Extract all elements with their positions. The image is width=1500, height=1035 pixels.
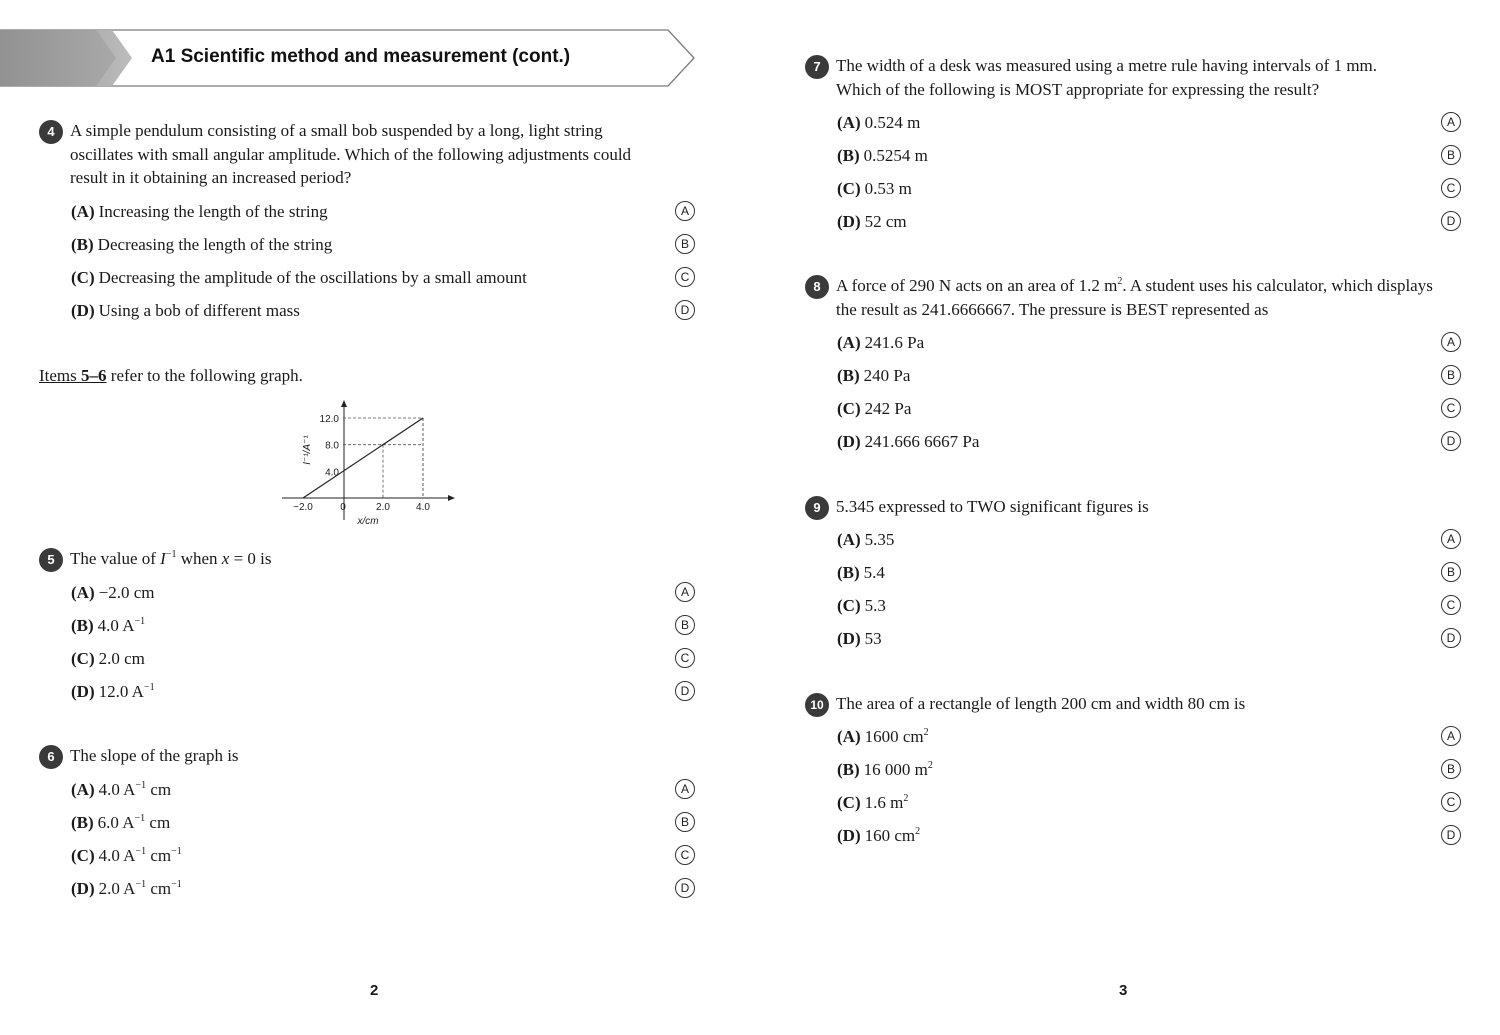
- x-tick-label: 0: [340, 502, 346, 513]
- answer-bubble-d[interactable]: D: [1441, 628, 1461, 648]
- q9-option-a[interactable]: [837, 530, 894, 550]
- option-key: (B): [71, 813, 94, 832]
- q7-option-a[interactable]: [837, 113, 920, 133]
- option-text: cm: [145, 813, 171, 832]
- option-text: cm: [146, 780, 172, 799]
- q10-option-a[interactable]: [837, 727, 929, 747]
- q5-option-b[interactable]: [71, 616, 145, 636]
- answer-bubble-c[interactable]: C: [675, 648, 695, 668]
- items-ref-prefix: Items: [39, 366, 82, 385]
- option-key: (D): [837, 826, 861, 845]
- items-ref-range: 5–6: [81, 366, 107, 385]
- question-number-badge: 9: [805, 496, 829, 520]
- data-line: [303, 418, 423, 498]
- option-key: (C): [71, 649, 95, 668]
- answer-bubble-a[interactable]: A: [1441, 112, 1461, 132]
- question-number-badge: 8: [805, 275, 829, 299]
- option-key: (A): [71, 583, 95, 602]
- q6-option-a[interactable]: [71, 780, 171, 800]
- option-text: 0.524 m: [864, 113, 921, 132]
- x-tick-label: 2.0: [376, 502, 390, 513]
- question-9-stem: 5.345 expressed to TWO significant figures is: [836, 497, 1149, 516]
- stem-line: [836, 274, 1433, 298]
- option-key: (B): [837, 563, 860, 582]
- question-10-stem: The area of a rectangle of length 200 cm and width 80 cm is: [836, 694, 1246, 713]
- answer-bubble-c[interactable]: C: [1441, 398, 1461, 418]
- answer-bubble-a[interactable]: A: [675, 582, 695, 602]
- q10-option-b[interactable]: [837, 760, 933, 780]
- answer-bubble-a[interactable]: A: [1441, 332, 1461, 352]
- question-number-badge: 10: [805, 693, 829, 717]
- option-key: (A): [837, 333, 861, 352]
- answer-bubble-d[interactable]: D: [675, 300, 695, 320]
- answer-bubble-d[interactable]: D: [1441, 431, 1461, 451]
- q9-option-c[interactable]: [837, 596, 886, 616]
- option-key: (A): [837, 113, 861, 132]
- question-number-badge: 4: [39, 120, 63, 144]
- q7-option-b[interactable]: [837, 146, 928, 166]
- q4-option-b[interactable]: [71, 235, 332, 255]
- option-sup: 2: [915, 826, 921, 837]
- option-text: 6.0 A: [97, 813, 135, 832]
- option-text: 160 cm: [864, 826, 916, 845]
- q9-option-b[interactable]: [837, 563, 885, 583]
- q8-option-b[interactable]: [837, 366, 910, 386]
- option-key: (C): [837, 399, 861, 418]
- q8-option-a[interactable]: [837, 333, 924, 353]
- question-number-badge: 5: [39, 548, 63, 572]
- option-text: 5.35: [864, 530, 895, 549]
- answer-bubble-a[interactable]: A: [675, 779, 695, 799]
- option-text: 4.0 A: [98, 780, 136, 799]
- option-text: 52 cm: [864, 212, 907, 231]
- option-key: (C): [837, 793, 861, 812]
- answer-bubble-c[interactable]: C: [1441, 792, 1461, 812]
- question-number-badge: 7: [805, 55, 829, 79]
- question-8-stem: [836, 274, 1433, 321]
- stem-line: The width of a desk was measured using a metre rule having intervals of 1 mm.: [836, 56, 1378, 75]
- option-sup: −1: [134, 616, 146, 627]
- option-text: 5.3: [864, 596, 886, 615]
- option-text: Decreasing the amplitude of the oscillations by a small amount: [98, 268, 527, 287]
- stem-line: result in it obtaining an increased period?: [70, 168, 352, 187]
- option-text: Using a bob of different mass: [98, 301, 300, 320]
- option-text: 1.6 m: [864, 793, 904, 812]
- q7-option-d[interactable]: [837, 212, 907, 232]
- option-text: 2.0 A: [98, 879, 136, 898]
- option-key: (C): [837, 179, 861, 198]
- option-text: 1600 cm: [864, 727, 924, 746]
- y-axis-label: I⁻¹/A⁻¹: [302, 435, 313, 465]
- option-text: −2.0 cm: [98, 583, 155, 602]
- option-key: (C): [71, 846, 95, 865]
- option-key: (D): [837, 629, 861, 648]
- q10-option-d[interactable]: [837, 826, 920, 846]
- q8-option-d[interactable]: [837, 432, 979, 452]
- q4-option-c[interactable]: [71, 268, 527, 288]
- option-sup: −1: [171, 879, 182, 890]
- option-sup: −1: [143, 682, 155, 693]
- y-tick-label: 4.0: [325, 467, 339, 479]
- answer-bubble-d[interactable]: D: [675, 878, 695, 898]
- page-number-right: 3: [1119, 982, 1128, 999]
- option-sup: −1: [134, 813, 146, 824]
- option-sup: −1: [135, 846, 147, 857]
- items-reference: [39, 366, 303, 386]
- stem-text: when: [176, 549, 222, 568]
- x-axis-label: x/cm: [357, 516, 379, 527]
- option-text: 16 000 m: [863, 760, 928, 779]
- option-key: (B): [837, 760, 860, 779]
- option-text: 0.53 m: [864, 179, 912, 198]
- q6-option-d[interactable]: [71, 879, 182, 899]
- option-key: (D): [71, 682, 95, 701]
- option-text: cm: [146, 846, 172, 865]
- answer-bubble-c[interactable]: C: [675, 267, 695, 287]
- option-key: (B): [837, 366, 860, 385]
- answer-bubble-a[interactable]: A: [675, 201, 695, 221]
- option-sup: −1: [171, 846, 182, 857]
- q6-option-c[interactable]: [71, 846, 182, 866]
- answer-bubble-b[interactable]: B: [675, 615, 695, 635]
- stem-text: A force of 290 N acts on an area of 1.2 m: [836, 276, 1118, 295]
- question-7-stem: [836, 54, 1377, 101]
- answer-bubble-d[interactable]: D: [1441, 825, 1461, 845]
- option-key: (C): [71, 268, 95, 287]
- stem-line: A simple pendulum consisting of a small bob suspended by a long, light string: [70, 121, 603, 140]
- answer-bubble-b[interactable]: B: [675, 234, 695, 254]
- q4-option-d[interactable]: [71, 301, 300, 321]
- stem-text: = 0 is: [229, 549, 272, 568]
- answer-bubble-b[interactable]: B: [1441, 759, 1461, 779]
- q9-option-d[interactable]: [837, 629, 882, 649]
- answer-bubble-b[interactable]: B: [1441, 145, 1461, 165]
- option-text: 2.0 cm: [98, 649, 145, 668]
- answer-bubble-b[interactable]: B: [1441, 365, 1461, 385]
- option-key: (D): [71, 301, 95, 320]
- option-sup: −1: [135, 879, 147, 890]
- option-sup: −1: [135, 780, 147, 791]
- option-key: (A): [837, 530, 861, 549]
- answer-bubble-d[interactable]: D: [675, 681, 695, 701]
- question-6-stem: The slope of the graph is: [70, 746, 239, 765]
- option-key: (B): [837, 146, 860, 165]
- option-sup: 2: [923, 727, 929, 738]
- option-text: 241.6 Pa: [864, 333, 925, 352]
- question-number-badge: 6: [39, 745, 63, 769]
- q5-option-d[interactable]: [71, 682, 155, 702]
- y-tick-label: 8.0: [325, 440, 339, 452]
- answer-bubble-a[interactable]: A: [1441, 529, 1461, 549]
- x-tick-label: −2.0: [293, 502, 313, 513]
- option-key: (C): [837, 596, 861, 615]
- option-text: 4.0 A: [98, 846, 136, 865]
- answer-bubble-a[interactable]: A: [1441, 726, 1461, 746]
- stem-sup: 2: [1117, 276, 1123, 287]
- q6-option-b[interactable]: [71, 813, 170, 833]
- q10-option-c[interactable]: [837, 793, 908, 813]
- option-text: 240 Pa: [863, 366, 911, 385]
- stem-text: The value of: [70, 549, 161, 568]
- option-text: 241.666 6667 Pa: [864, 432, 980, 451]
- option-key: (B): [71, 616, 94, 635]
- option-key: (D): [837, 212, 861, 231]
- question-5-stem: [70, 547, 272, 571]
- stem-text: . A student uses his calculator, which displays: [1122, 276, 1433, 295]
- option-text: Increasing the length of the string: [98, 202, 328, 221]
- stem-var: x: [221, 549, 230, 568]
- option-key: (A): [71, 780, 95, 799]
- option-key: (A): [837, 727, 861, 746]
- option-text: Decreasing the length of the string: [97, 235, 333, 254]
- y-tick-label: 12.0: [319, 414, 339, 425]
- q5-option-c[interactable]: [71, 649, 145, 669]
- option-text: 0.5254 m: [863, 146, 928, 165]
- section-title: A1 Scientific method and measurement (cont.): [151, 46, 571, 67]
- option-sup: 2: [927, 760, 933, 771]
- q7-option-c[interactable]: [837, 179, 912, 199]
- option-sup: 2: [903, 793, 909, 804]
- stem-line: the result as 241.6666667. The pressure is BEST represented as: [836, 299, 1269, 319]
- option-key: (D): [837, 432, 861, 451]
- option-text: cm: [146, 879, 172, 898]
- option-text: 242 Pa: [864, 399, 912, 418]
- answer-bubble-c[interactable]: C: [1441, 595, 1461, 615]
- x-tick-label: 4.0: [416, 502, 430, 513]
- option-text: 53: [864, 629, 882, 648]
- answer-bubble-c[interactable]: C: [675, 845, 695, 865]
- option-text: 5.4: [863, 563, 885, 582]
- option-text: 12.0 A: [98, 682, 144, 701]
- stem-var: I: [160, 549, 166, 568]
- items-ref-suffix: refer to the following graph.: [106, 366, 303, 385]
- stem-sup: −1: [165, 549, 177, 560]
- stem-line: oscillates with small angular amplitude. Which of the following adjustments could: [70, 144, 632, 164]
- page-number-left: 2: [370, 982, 379, 999]
- answer-bubble-d[interactable]: D: [1441, 211, 1461, 231]
- question-4-stem: [70, 119, 631, 190]
- q4-option-a[interactable]: [71, 202, 328, 222]
- line-graph: [270, 395, 470, 530]
- answer-bubble-c[interactable]: C: [1441, 178, 1461, 198]
- q8-option-c[interactable]: [837, 399, 911, 419]
- option-text: 4.0 A: [97, 616, 135, 635]
- answer-bubble-b[interactable]: B: [675, 812, 695, 832]
- option-key: (B): [71, 235, 94, 254]
- answer-bubble-b[interactable]: B: [1441, 562, 1461, 582]
- stem-line: Which of the following is MOST appropriate for expressing the result?: [836, 79, 1320, 99]
- q5-option-a[interactable]: [71, 583, 154, 603]
- option-key: (A): [71, 202, 95, 221]
- option-key: (D): [71, 879, 95, 898]
